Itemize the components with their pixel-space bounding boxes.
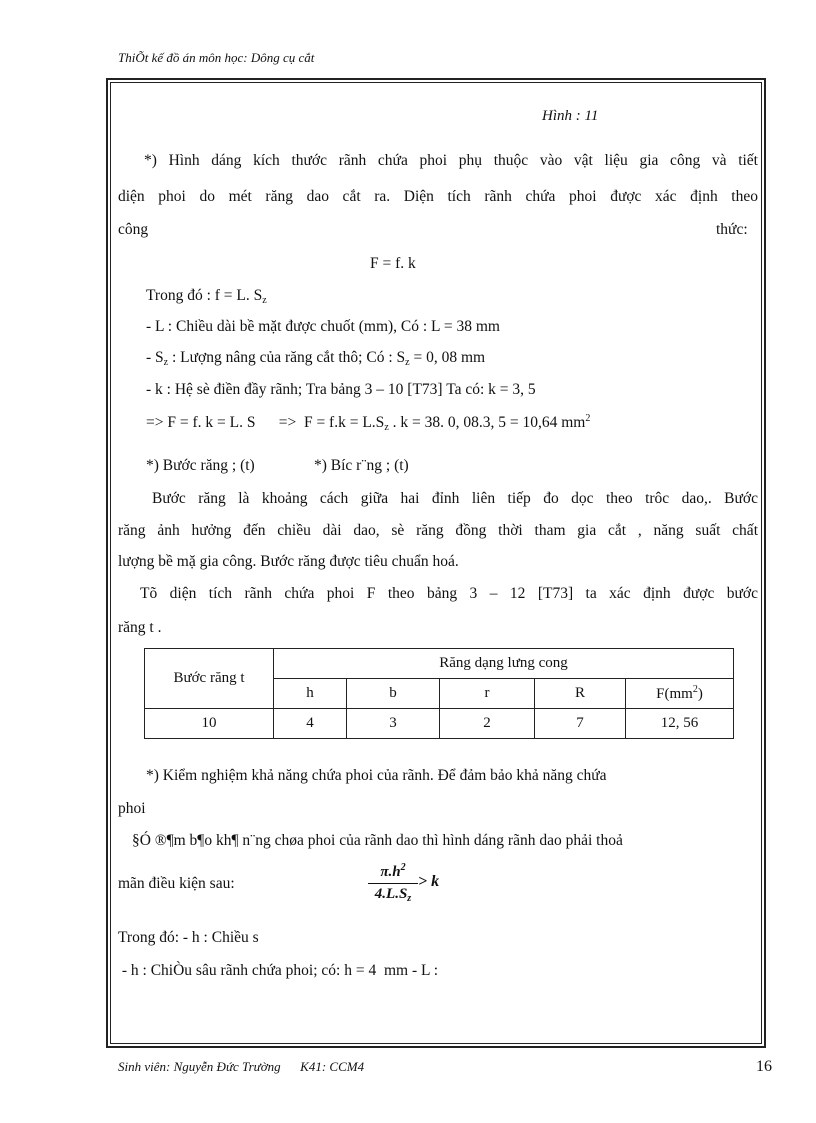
table-col-R: R [535, 679, 626, 709]
fraction-denominator: $4.L.S_z$ [374, 886, 412, 904]
para1-line2: diện phoi do mét răng dao cắt ra. Diện tích rãnh chứa phoi được xác định theo [118, 188, 758, 205]
para3-line1: Tõ diện tích rãnh chứa phoi F theo bảng 3 – 12 [T73] ta xác định được bước [140, 585, 758, 602]
calc-line: => F = f. k = L. S => $F = f.k = L.S_z$ . k = 38. 0, 08.3, 5 = 10,64 $mm^2$ [146, 413, 591, 433]
figure-caption: Hình : 11 [542, 108, 599, 124]
table-group-header: Răng dạng lưng cong [274, 649, 734, 679]
table-col-b: b [347, 679, 440, 709]
para2-line2: răng ảnh hưởng đến chiều dài dao, sè răng đồng thời tham gia cắt , năng suất chất [118, 522, 758, 539]
para1-line3-right: thức: [716, 221, 748, 238]
condition-fraction [368, 862, 418, 904]
fraction-numerator: $\pi.h^2$ [368, 862, 418, 884]
table-cell-t: 10 [145, 709, 274, 739]
table-cell-b: 3 [347, 709, 440, 739]
para2-line3: lượng bề mặ gia công. Bước răng được tiêu chuẩn hoá. [118, 553, 459, 570]
para4-line2: phoi [118, 800, 146, 817]
heading-step-a: *) Bước răng ; (t) [146, 457, 255, 474]
heading-step-b: *) Bíc r¨ng ; (t) [314, 457, 409, 474]
where-k: - k : Hệ sè điền đầy rãnh; Tra bảng 3 – 10 [T73] Ta có: k = 3, 5 [146, 381, 536, 398]
para5-line1: Trong đó: - h : Chiều s [118, 929, 259, 946]
where-intro: Trong đó : f = L. $S_z$ [146, 287, 267, 306]
page-footer: Sinh viên: Nguyễn Đức Trường K41: CCM4 [118, 1059, 365, 1074]
table-col-r: r [440, 679, 535, 709]
page-number: 16 [756, 1058, 772, 1075]
main-formula: F = f. k [370, 255, 416, 272]
table-row [145, 709, 734, 739]
table-cell-r: 2 [440, 709, 535, 739]
table-col-h: h [274, 679, 347, 709]
page-header: ThiÕt kế đồ án môn học: Dông cụ cắt [118, 50, 315, 65]
para4-line1: *) Kiểm nghiệm khả năng chứa phoi của rãnh. Để đảm bảo khả năng chứa [146, 767, 607, 784]
para4-line4: mãn điều kiện sau: [118, 875, 235, 892]
para1-line1: *) Hình dáng kích thước rãnh chứa phoi phụ thuộc vào vật liệu gia công và tiết [144, 152, 758, 169]
para5-line2: - h : ChiÒu sâu rãnh chứa phoi; có: h = 4 mm - L : [118, 962, 439, 979]
step-table [144, 648, 734, 739]
table-cell-F: 12, 56 [626, 709, 734, 739]
para4-line3: §Ó ®¶m b¶o kh¶ n¨ng chøa phoi của rãnh dao thì hình dáng rãnh dao phải thoả [132, 832, 623, 849]
condition-relation: > k [418, 873, 440, 890]
para3-line2: răng t . [118, 619, 162, 636]
para1-line3-left: công [118, 221, 149, 238]
where-L: - L : Chiều dài bề mặt được chuốt (mm), Có : L = 38 mm [146, 318, 500, 335]
table-cell-R: 7 [535, 709, 626, 739]
table-col-F: $F(mm^2)$ [626, 679, 734, 709]
para2-line1: Bước răng là khoảng cách giữa hai đỉnh liên tiếp đo dọc theo trôc dao,. Bước [152, 490, 758, 507]
where-Sz: - $S_z$ : Lượng nâng của răng cắt thô; Có : $S_z = 0$, 08 mm [146, 349, 486, 368]
table-row-header: Bước răng t [145, 649, 274, 709]
table-cell-h: 4 [274, 709, 347, 739]
